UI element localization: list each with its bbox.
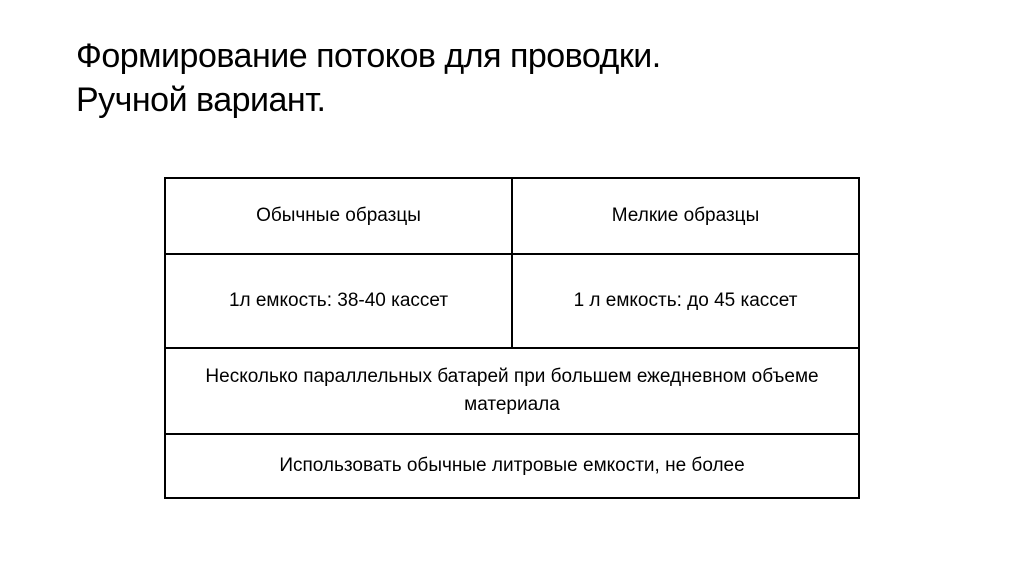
liter-containers-text: Использовать обычные литровые емкости, не более: [279, 455, 745, 476]
header-cell-small-samples: [512, 178, 859, 254]
slide-title: [76, 34, 976, 122]
slide-title-line-1: Формирование потоков для проводки.: [76, 37, 661, 75]
table-row-header: [165, 178, 859, 254]
capacity-cell-regular: [165, 254, 512, 348]
capacity-text-small: 1 л емкость: до 45 кассет: [573, 290, 798, 311]
table-row-liter: [165, 434, 859, 498]
parallel-batteries-cell: [165, 348, 859, 434]
capacity-text-regular: 1л емкость: 38-40 кассет: [228, 290, 449, 311]
slide-title-line-2: Ручной вариант.: [76, 81, 326, 119]
header-cell-regular-samples: [165, 178, 512, 254]
capacity-cell-small: [512, 254, 859, 348]
parallel-batteries-text: Несколько параллельных батарей при большем ежедневном объеме материала: [205, 366, 819, 415]
header-label-small: Мелкие образцы: [611, 205, 760, 226]
header-label-regular: Обычные образцы: [256, 205, 421, 226]
table-row-capacity: [165, 254, 859, 348]
table-row-parallel: [165, 348, 859, 434]
liter-containers-cell: [165, 434, 859, 498]
comparison-table: [164, 177, 860, 499]
